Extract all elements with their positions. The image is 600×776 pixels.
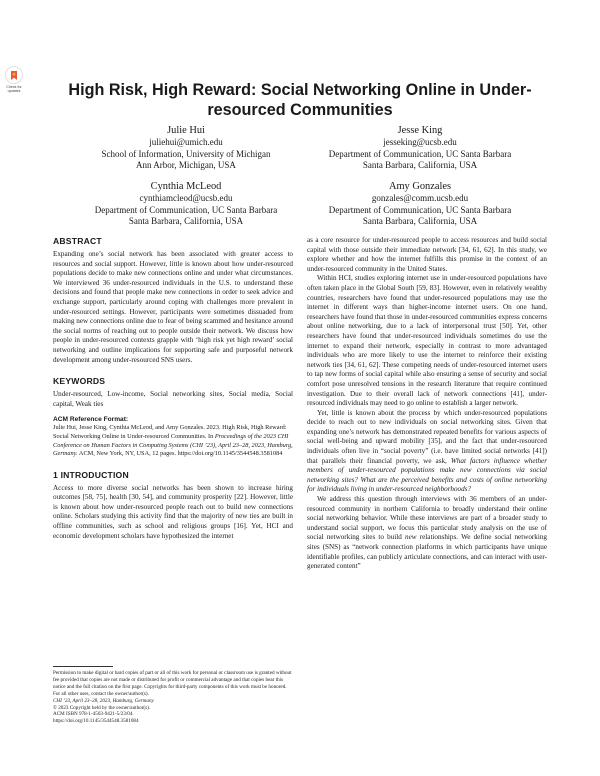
author-location: Santa Barbara, California, USA	[362, 160, 478, 171]
right-column	[307, 236, 547, 572]
author-email[interactable]: cynthiamcleod@ucsb.edu	[139, 193, 233, 203]
author-location: Santa Barbara, California, USA	[128, 216, 244, 227]
paragraph-text: We address this question through interviews with 36 members of an under-resourced community in northern California to broadly understand their online social networking behavior. While these interviews are part of a broader study to understand social support, we focus this particular study analysis on the use of social networking sites to build	[307, 495, 547, 542]
author-name: Julie Hui	[167, 125, 205, 136]
doi-link[interactable]: https://doi.org/10.1145/3544548.3581084	[53, 718, 139, 725]
author-name: Cynthia McLeod	[150, 181, 222, 192]
permission-footnote	[53, 670, 293, 725]
paper-title: High Risk, High Reward: Social Networking Online in Under-resourced Communities	[68, 81, 532, 119]
conference-line: CHI ’23, April 23–28, 2023, Hamburg, Germany	[53, 697, 154, 704]
keywords-heading: KEYWORDS	[53, 376, 106, 387]
paragraph: Within HCI, studies exploring internet use in under-resourced populations have often taken place in the Global South [59, 83]. However, even in relatively wealthy countries, researchers have found that under-resourced populations may use the internet in different ways than higher-income internet users. On one hand, researchers have found that those in under-resourced communities express concerns about online networking, due to a lack of interpersonal trust [50]. Yet, other researchers have found that under-resourced individuals sometimes do use the internet to expand their network, especially in contrast to more advantaged individuals who are more likely to use the internet to reinforce their existing network ties [34, 61, 62]. These competing needs of under-resourced internet users to tap new forms of social capital while also ensuring a sense of security and social comfort pose unresolved tensions in the research literature that require continued investigation. Due to their overall lack of network connections [41], under-resourced individuals may need to go online to establish a larger network.	[307, 274, 547, 408]
acm-reference-authors: Julie Hui, Jesse King, Cynthia McLeod, and Amy Gonzales. 2023. High Risk, High Reward: Social Networking Online in Under-resourced Communities. In	[53, 424, 287, 440]
author-name: Jesse King	[397, 125, 443, 136]
acm-reference-venue: Proceedings of the 2023 CHI Conference on Human Factors in Computing Systems (CHI ’23), April 23–28, 2023, Hamburg, Germany.	[53, 432, 293, 458]
author-block	[310, 124, 530, 172]
footnote-divider	[53, 666, 113, 667]
research-question: What factors influence whether members of under-resourced populations make new connections via social networking sites? What are the perceived benefits and costs of online networking for individuals living in under-resourced neighborhoods?	[307, 456, 547, 494]
author-block	[76, 180, 296, 228]
author-block	[86, 124, 286, 172]
copyright-line: © 2023 Copyright held by the owner/author(s).	[53, 704, 151, 711]
emphasis-text: new	[405, 533, 417, 542]
author-affiliation: Department of Communication, UC Santa Barbara	[328, 204, 512, 215]
author-affiliation: School of Information, University of Michigan	[101, 148, 271, 159]
author-affiliation: Department of Communication, UC Santa Barbara	[328, 148, 512, 159]
left-column	[53, 236, 293, 541]
author-email[interactable]: juliehui@umich.edu	[149, 137, 223, 147]
author-affiliation: Department of Communication, UC Santa Barbara	[94, 204, 278, 215]
paragraph: as a core resource for under-resourced people to access resources and build social capital with those outside their immediate network [34, 61, 62]. In this study, we explore whether and how the internet fulfills this promise in the context of an under-resourced community in the United States.	[307, 236, 547, 273]
author-email[interactable]: jesseking@ucsb.edu	[383, 137, 457, 147]
introduction-text: Access to more diverse social networks has been shown to increase hiring outcomes [58, 75], health [30, 54], and community prosperity [22]. However, little is known about how under-resourced people reach out to build new connections online. Scholars studying this activity find that the majority of new ties are built in offline communities, such as school and religious groups [16]. Yet, HCI and economic development scholars have hypothesized the internet	[53, 483, 293, 540]
badge-label: Check for updates	[6, 85, 22, 94]
author-email[interactable]: gonzales@comm.ucsb.edu	[371, 193, 469, 203]
abstract-heading: ABSTRACT	[53, 236, 102, 246]
acm-reference-publisher: ACM, New York, NY, USA, 12 pages. https://doi.org/10.1145/3544548.3581084	[77, 450, 283, 458]
paragraph-text: Yet, little is known about the process by which under-resourced populations decide to reach out to new individuals on social networking sites. Given that expanding one’s network has demonstrated repeated benefits for various aspects of social well-being and upward mobility [35], and the fact that under-resourced individuals often live in “social poverty” (i.e. have limited social networks [41]) that parallels their financial poverty, we ask,	[307, 408, 547, 465]
author-location: Ann Arbor, Michigan, USA	[136, 160, 236, 171]
check-for-updates-badge[interactable]	[3, 66, 25, 93]
acm-reference-text	[53, 424, 293, 458]
abstract-text: Expanding one’s social network has been associated with greater access to resources and social support. However, little is known about how under-resourced populations decide to make new connections online and under what circumstances. We interviewed 36 under-resourced individuals in the U.S. to understand these decisions and found that people make new connections in order to seek advice and exchange support, particularly around coping with challenges more prevalent in under-resourced settings. However, participants were sometimes dissuaded from making new connections online due to fear of being scammed and hesitance around the social norms of reaching out to people outside their network. We discuss how people in under-resourced contexts grapple with ‘high risk yet high reward’ social networking and outline implications for supporting safe and purposeful network development among under-resourced SNS users.	[53, 250, 293, 364]
update-bookmark-icon	[5, 66, 23, 84]
acm-reference-heading: ACM Reference Format:	[53, 416, 129, 424]
isbn-line: ACM ISBN 978-1-4503-9421-5/23/04.	[53, 711, 134, 718]
keywords-text: Under-resourced, Low-income, Social networking sites, Social media, Social capital, Weak ties	[53, 390, 293, 408]
paragraph-text: relationships. We define social networking sites (SNS) as “network connection platforms in which participants have unique identifiable profiles, can publicly articulate connections, and can interact with user-generated content”	[307, 533, 547, 571]
author-name: Amy Gonzales	[388, 181, 452, 192]
author-location: Santa Barbara, California, USA	[362, 216, 478, 227]
introduction-heading: 1 INTRODUCTION	[53, 469, 129, 480]
permission-text: Permission to make digital or hard copies of part or all of this work for personal or classroom use is granted without fee provided that copies are not made or distributed for profit or commercial advantage and that copies bear this notice and the full citation on the first page. Copyrights for third-party components of this work must be honored. For all other uses, contact the owner/author(s).	[53, 670, 292, 697]
paragraph	[307, 409, 547, 495]
author-block	[310, 180, 530, 228]
paragraph	[307, 495, 547, 572]
